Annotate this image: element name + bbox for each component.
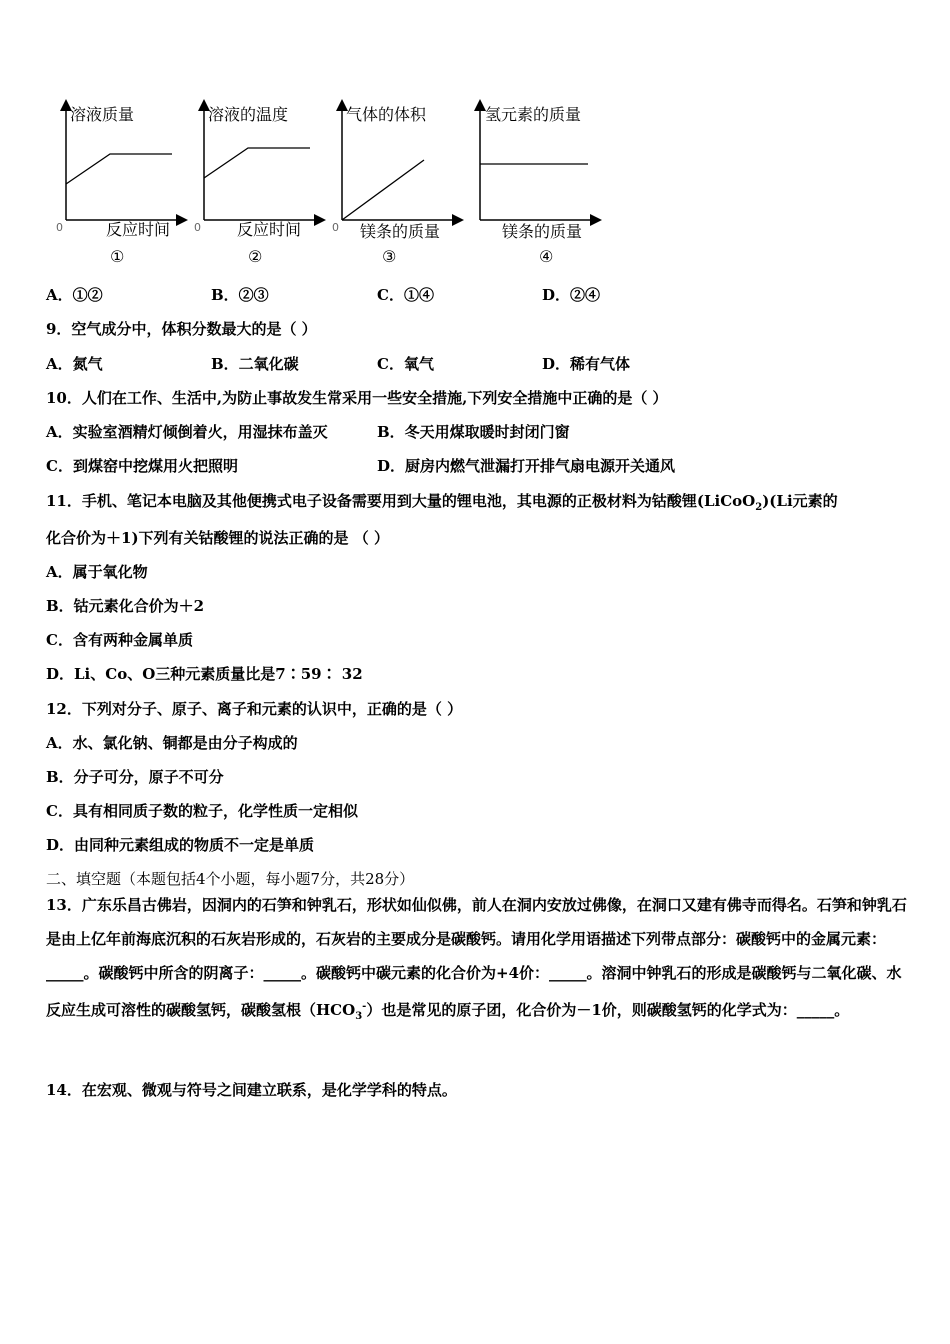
q9-option-b: B．二氧化碳 — [211, 355, 299, 373]
graph-2-number: ② — [248, 247, 263, 266]
graph-4 — [480, 102, 599, 266]
q9-option-c: C．氧气 — [377, 355, 434, 373]
graph-3-number: ③ — [382, 247, 397, 266]
graph-2-ylabel: 溶液的温度 — [208, 105, 289, 124]
q10-option-d: D．厨房内燃气泄漏打开排气扇电源开关通风 — [377, 457, 676, 475]
graph-3-xlabel: 镁条的质量 — [360, 222, 441, 241]
graph-1 — [56, 102, 185, 266]
graph-3-origin: 0 — [332, 221, 339, 234]
graph-1-number: ① — [110, 247, 125, 266]
q11-stem-line2: 化合价为＋1)下列有关钴酸锂的说法正确的是 （ ） — [46, 529, 389, 547]
q9-option-d: D．稀有气体 — [542, 355, 631, 373]
q12-option-b: B．分子可分，原子不可分 — [46, 768, 224, 786]
graph-3-ylabel: 气体的体积 — [346, 105, 427, 124]
q8-option-d: D．②④ — [542, 286, 601, 304]
q10-option-a: A．实验室酒精灯倾倒着火，用湿抹布盖灭 — [46, 423, 328, 441]
graph-1-xlabel: 反应时间 — [106, 220, 171, 239]
q12-option-a: A．水、氯化钠、铜都是由分子构成的 — [46, 734, 298, 752]
graph-2-xlabel: 反应时间 — [237, 220, 302, 239]
q10-option-b: B．冬天用煤取暖时封闭门窗 — [377, 423, 570, 441]
graph-svg — [40, 92, 620, 272]
q10-stem: 10．人们在工作、生活中,为防止事故发生常采用一些安全措施,下列安全措施中正确的是（ ） — [46, 389, 668, 407]
q10-option-c: C．到煤窑中挖煤用火把照明 — [46, 457, 238, 475]
q11-option-b: B．钴元素化合价为＋2 — [46, 597, 205, 615]
graph-2-origin: 0 — [194, 221, 201, 234]
q11-option-c: C．含有两种金属单质 — [46, 631, 193, 649]
q12-option-d: D．由同种元素组成的物质不一定是单质 — [46, 836, 315, 854]
q14-stem: 14．在宏观、微观与符号之间建立联系，是化学学科的特点。 — [46, 1081, 457, 1099]
graph-4-xlabel: 镁条的质量 — [502, 222, 583, 241]
section-2-heading: 二、填空题（本题包括4个小题，每小题7分，共28分） — [46, 870, 415, 888]
q11-option-a: A．属于氧化物 — [46, 563, 148, 581]
q9-option-a: A．氮气 — [46, 355, 103, 373]
graph-4-ylabel: 氢元素的质量 — [485, 105, 582, 124]
q8-option-a: A．①② — [46, 286, 103, 304]
q13-paragraph: 13．广东乐昌古佛岩，因洞内的石笋和钟乳石，形状如仙似佛，前人在洞内安放过佛像，在洞口又建有佛寺而得名。石笋和钟乳石是由上亿年前海底沉积的石灰岩形成的，石灰岩的主要成分是碳酸钙。请用化学用语描述下列带点部分：碳酸钙中的金属元素：_____。碳酸钙中所含的阴离子：_____。碳酸钙中碳元素的化合价为+4价：_____。溶洞中钟乳石的形成是碳酸钙与二氧化碳、水反应生成可溶性的碳酸氢钙，碳酸氢根$(HCO_3^-)$也是常见的原子团，化合价为－1价，则碳酸氢钙的化学式为：_____。 — [46, 896, 907, 1022]
graph-1-origin: 0 — [56, 221, 63, 234]
q11-option-d: D．Li、Co、O三种元素质量比是7∶59∶ 32 — [46, 665, 363, 683]
q9-stem: 9．空气成分中，体积分数最大的是（ ） — [46, 320, 317, 338]
q12-stem: 12．下列对分子、原子、离子和元素的认识中，正确的是（ ） — [46, 700, 463, 718]
graph-3 — [332, 102, 461, 266]
q8-option-c: C．①④ — [377, 286, 434, 304]
q8-option-b: B．②③ — [211, 286, 269, 304]
q11-stem-line1: 11．手机、笔记本电脑及其他便携式电子设备需要用到大量的锂电池，其电源的正极材料为钴酸锂(LiCoO$_2$)(Li元素的 — [46, 492, 838, 513]
graph-4-number: ④ — [539, 247, 554, 266]
graph-2 — [194, 102, 323, 266]
graph-figure — [40, 92, 620, 272]
graph-1-ylabel: 溶液质量 — [70, 105, 135, 124]
q12-option-c: C．具有相同质子数的粒子，化学性质一定相似 — [46, 802, 358, 820]
